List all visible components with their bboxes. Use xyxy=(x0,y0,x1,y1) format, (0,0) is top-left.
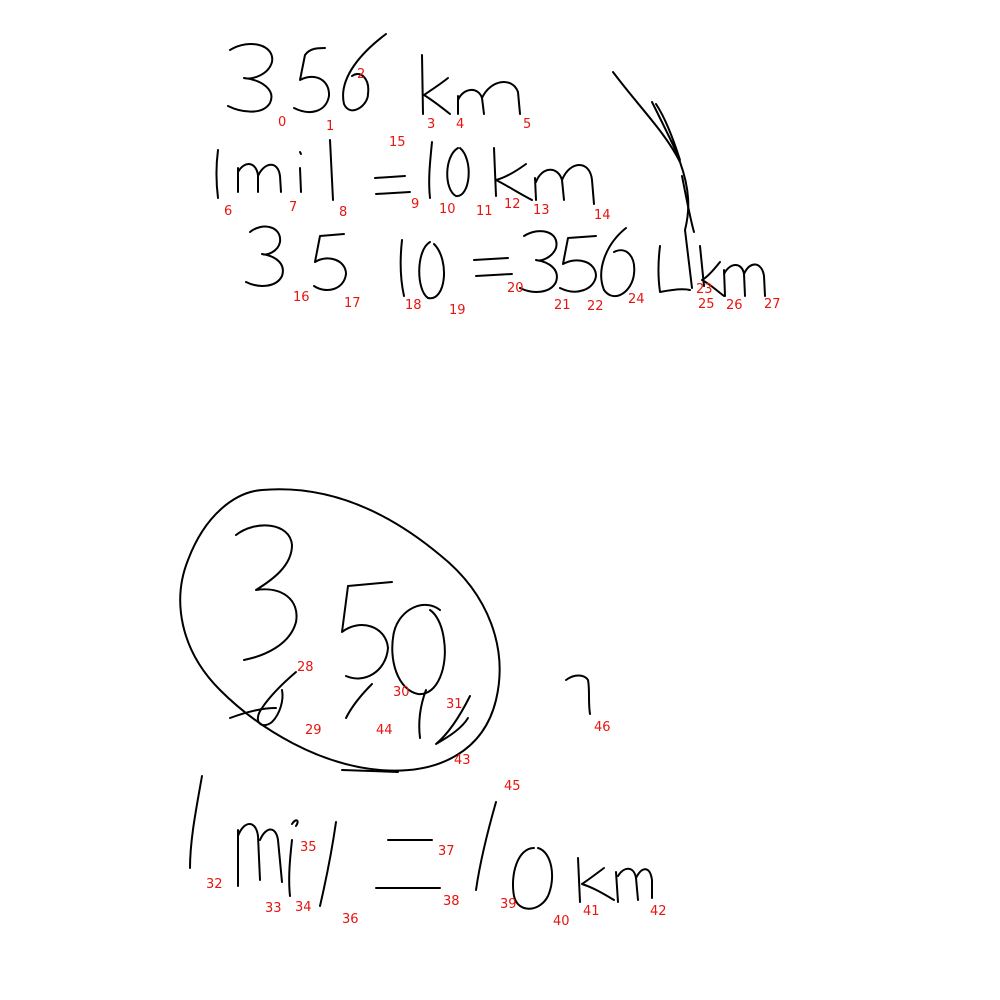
ink-bracket xyxy=(613,72,694,288)
stroke-label: 46 xyxy=(594,720,611,735)
ink-stroke xyxy=(346,684,372,718)
stroke-label: 41 xyxy=(583,904,600,919)
ink-stroke xyxy=(330,140,333,200)
ink-stroke xyxy=(217,150,219,198)
ink-stroke xyxy=(616,869,652,902)
ink-stroke xyxy=(601,228,634,296)
ink-line-1 xyxy=(228,34,520,114)
stroke-label: 26 xyxy=(726,298,743,313)
stroke-label: 15 xyxy=(389,135,406,150)
stroke-label: 21 xyxy=(554,298,571,313)
ink-stroke xyxy=(494,148,532,200)
ink-stroke xyxy=(513,848,552,909)
stroke-label: 23 xyxy=(696,282,713,297)
stroke-label: 35 xyxy=(300,840,317,855)
stroke-label: 43 xyxy=(454,753,471,768)
ink-stroke xyxy=(294,48,329,112)
ink-line-4 xyxy=(190,776,652,909)
ink-stroke xyxy=(535,165,594,204)
stroke-label: 16 xyxy=(293,290,310,305)
stroke-label: 12 xyxy=(504,197,521,212)
stroke-label: 32 xyxy=(206,877,223,892)
ink-stroke xyxy=(376,840,440,888)
stroke-label: 0 xyxy=(278,115,287,130)
ink-stroke xyxy=(419,242,444,298)
ink-stroke xyxy=(682,176,694,232)
ink-stroke xyxy=(422,55,450,114)
ink-stroke xyxy=(724,264,765,296)
ink-stroke xyxy=(419,690,426,738)
ink-stroke xyxy=(238,824,282,886)
stroke-label: 5 xyxy=(523,117,532,132)
stroke-label: 45 xyxy=(504,779,521,794)
stroke-label: 2 xyxy=(357,67,366,82)
ink-stroke xyxy=(342,582,392,678)
stroke-label: 27 xyxy=(764,297,781,312)
stroke-label: 3 xyxy=(427,117,436,132)
ink-circled-number xyxy=(180,489,499,772)
ink-stroke xyxy=(560,236,596,292)
ink-stroke xyxy=(190,776,202,868)
stroke-label: 38 xyxy=(443,894,460,909)
ink-stroke xyxy=(578,858,614,902)
ink-stroke xyxy=(520,231,557,292)
stroke-label: 8 xyxy=(339,205,348,220)
ink-stroke xyxy=(659,246,691,292)
stroke-label: 6 xyxy=(224,204,233,219)
stroke-labels xyxy=(206,67,781,929)
ink-stroke xyxy=(566,676,590,715)
ink-stroke xyxy=(474,258,512,276)
ink-stroke xyxy=(476,802,496,890)
stroke-label: 20 xyxy=(507,281,524,296)
stroke-label: 40 xyxy=(553,914,570,929)
stroke-label: 17 xyxy=(344,296,361,311)
ink-stroke xyxy=(314,234,346,290)
stroke-label: 30 xyxy=(393,685,410,700)
ink-stroke xyxy=(375,176,410,194)
stroke-label: 34 xyxy=(295,900,312,915)
stroke-label: 33 xyxy=(265,901,282,916)
stroke-label: 31 xyxy=(446,697,463,712)
ink-stroke xyxy=(230,708,276,718)
ink-stroke xyxy=(447,148,468,196)
stroke-label: 37 xyxy=(438,844,455,859)
stroke-label: 24 xyxy=(628,292,645,307)
ink-stroke xyxy=(652,102,680,160)
ink-line-3 xyxy=(246,227,765,299)
ink-stroke xyxy=(320,822,336,906)
stroke-label: 29 xyxy=(305,723,322,738)
stroke-label: 39 xyxy=(500,897,517,912)
ink-stroke xyxy=(246,227,283,286)
stroke-label: 25 xyxy=(698,297,715,312)
ink-stroke xyxy=(458,82,520,114)
ink-stroke xyxy=(258,672,296,725)
stroke-label: 1 xyxy=(326,119,335,134)
ink-stroke xyxy=(236,525,297,660)
ink-stroke xyxy=(300,152,301,192)
stroke-label: 9 xyxy=(411,197,420,212)
stroke-label: 18 xyxy=(405,298,422,313)
stroke-label: 10 xyxy=(439,202,456,217)
stroke-label: 28 xyxy=(297,660,314,675)
ink-stroke xyxy=(289,820,297,896)
ink-stroke xyxy=(238,164,281,192)
stroke-label: 44 xyxy=(376,723,393,738)
stroke-label: 7 xyxy=(289,200,298,215)
ink-stroke xyxy=(401,240,404,296)
stroke-label: 13 xyxy=(533,203,550,218)
stroke-label: 36 xyxy=(342,912,359,927)
stroke-label: 14 xyxy=(594,208,611,223)
stroke-label: 4 xyxy=(456,117,465,132)
stroke-label: 42 xyxy=(650,904,667,919)
ink-stroke xyxy=(228,44,272,112)
ink-stroke xyxy=(392,605,445,694)
stroke-label: 22 xyxy=(587,299,604,314)
stroke-label: 11 xyxy=(476,204,493,219)
stroke-label: 19 xyxy=(449,303,466,318)
ink-stroke xyxy=(429,142,432,198)
